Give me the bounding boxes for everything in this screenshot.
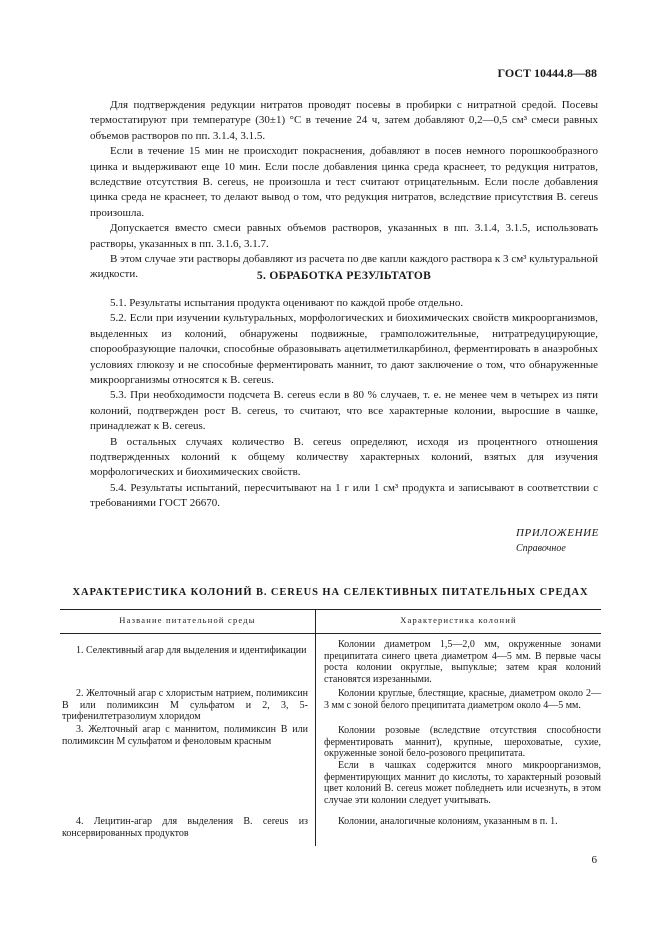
paragraph: В этом случае эти растворы добавляют из расчета по две капли каждого раствора к 3 см³ культуральной жидкости. [90,253,598,281]
paragraph: Если в течение 15 мин не происходит покраснения, добавляют в посев немного порошкообразного цинка и выдерживают еще 10 мин. Если после добавления цинка среда краснеет, то редукция нитратов, вследствие отсутствия B. cereus, не произошла и тест считают отрицательным. Если после добавления цинка среда не краснеет, то делают вывод о том, что редукция нитратов, вследствие присутствия B. cereus произошла. [90,145,598,219]
table-title: ХАРАКТЕРИСТИКА КОЛОНИЙ B. CEREUS НА СЕЛЕКТИВНЫХ ПИТАТЕЛЬНЫХ СРЕДАХ [72,587,589,598]
section-title: 5. ОБРАБОТКА РЕЗУЛЬТАТОВ [256,270,432,282]
appendix-subtitle: Справочное [516,543,566,554]
paragraph: Для подтверждения редукции нитратов проводят посевы в пробирки с нитратной средой. Посевы термостатируют при температуре (30±1) °С в течение 24 ч, затем добавляют 0,2—0,5 см³ смеси равных объемов растворов по пп. 3.1.4, 3.1.5. [90,99,598,142]
paragraph: 5.3. При необходимости подсчета B. cereus если в 80 % случаев, т. е. не менее чем в четырех из пяти колоний, подтвержден рост B. cereus, то считают, что все характерные колонии, выросшие в чашке, принадлежат к B. cereus. [90,389,598,433]
paragraph: В остальных случаях количество B. cereus определяют, исходя из процентного отношения подтвержденных колоний к общему количеству характерных колоний, взятых для изучения морфологических и биохимических свойств. [90,435,598,479]
table-cell-description: Колонии круглые, блестящие, красные, диаметром около 2—3 мм с зоной белого преципитата диаметром около 4—5 мм. [324,688,601,711]
appendix-title: ПРИЛОЖЕНИЕ [516,527,599,539]
table-cell-description: Если в чашках содержится много микроорганизмов, ферментирующих маннит до кислоты, то характерный розовый цвет колоний B. cereus может побледнеть или исчезнуть, в этом случае эти колонии следует учитывать. [324,760,601,806]
table-header-rule [60,633,601,634]
appendix-label [516,526,599,556]
characteristics-table [60,609,601,846]
column-header-medium: Название питательной среды [119,615,256,625]
table-cell-description: Колонии розовые (вследствие отсутствия способности ферментировать маннит), крупные, шероховатые, сухие, окруженные зоной бело-розового преципитата. [324,725,601,760]
table-top-rule [60,609,601,610]
table-cell-description: Колонии диаметром 1,5—2,0 мм, окруженные зонами преципитата синего цвета диаметром 4—5 мм. В первые часы роста колонии округлые, выпуклые; затем края колоний становятся изрезанными. [324,639,601,685]
standard-header: ГОСТ 10444.8—88 [497,66,597,80]
table-cell-medium: 4. Лецитин-агар для выделения B. cereus из консервированных продуктов [62,816,308,839]
paragraph: 5.4. Результаты испытаний, пересчитывают на 1 г или 1 см³ продукта и записывают в соответствии с требованиями ГОСТ 26670. [90,481,598,510]
column-header-characteristics: Характеристика колоний [400,615,517,625]
table-cell-medium: 1. Селективный агар для выделения и идентификации [76,645,307,656]
results-text-block [90,296,598,512]
table-column-divider [315,609,316,846]
table-cell-description: Колонии, аналогичные колониям, указанным в п. 1. [338,816,558,827]
intro-text-block [90,98,598,283]
paragraph: Допускается вместо смеси равных объемов растворов, указанных в пп. 3.1.4, 3.1.5, использовать растворы, указанных в пп. 3.1.6, 3.1.7. [90,222,598,250]
table-cell-medium: 2. Желточный агар с хлористым натрием, полимиксин B или полимиксин M сульфатом и 2, 3, 5-трифенилтетразолиум хлоридом [62,688,308,723]
paragraph: 5.2. Если при изучении культуральных, морфологических и биохимических свойств микроорганизмов, выделенных из колоний, обнаружены подвижные, грамположительные, нитратредуцирующие, спорообразующие палочки, способные образовывать ацетилметилкарбинол, ферментировать в анаэробных условиях глюкозу и не способные ферментировать маннит, то дают заключение о том, что обнаруженные микроорганизмы относятся к B. cereus. [90,312,598,387]
table-cell-medium: 3. Желточный агар с маннитом, полимиксин B или полимиксин M сульфатом и феноловым красным [62,724,308,747]
paragraph: 5.1. Результаты испытания продукта оценивают по каждой пробе отдельно. [110,297,464,309]
page-number: 6 [591,854,597,866]
